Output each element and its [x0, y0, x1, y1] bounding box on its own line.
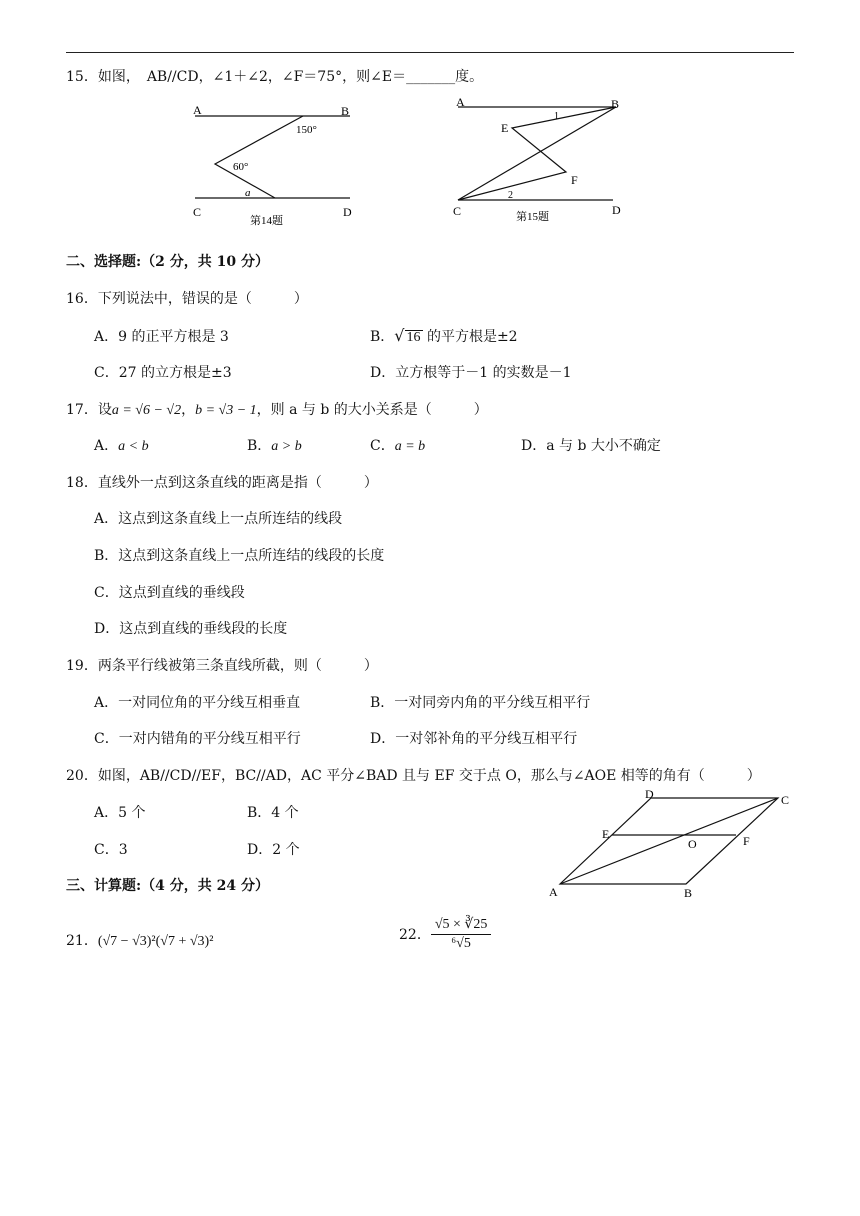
q18-option-c: C．这点到直线的垂线段	[94, 585, 245, 601]
fig15-angle-2: 2	[508, 190, 513, 201]
q20-option-b: B．4 个	[247, 805, 299, 821]
q17-b-expression: b = √3 − 1	[195, 403, 257, 418]
q22-number: 22．	[399, 927, 431, 943]
q22-denominator: ⁶√5	[451, 936, 471, 951]
q17-option-c	[370, 435, 425, 455]
q17-stem-suffix: ，则 a 与 b 的大小关系是（ ）	[256, 402, 488, 418]
q17-option-b-label: B．	[247, 438, 272, 454]
q19-option-b: B．一对同旁内角的平分线互相平行	[370, 695, 591, 711]
q17-option-d-expr: a 与 b 大小不确定	[546, 438, 661, 454]
q16-option-b-text: 的平方根是±2	[422, 329, 518, 345]
fig20-label-b: B	[684, 886, 693, 900]
q16-option-b	[370, 326, 518, 346]
q16-option-b-label: B．	[370, 329, 395, 345]
fig15-caption: 第15题	[516, 211, 549, 223]
fig15-label-e: E	[501, 121, 509, 135]
fig20-label-o: O	[688, 837, 697, 851]
q20-option-c: C．3	[94, 842, 128, 858]
q21-expression: (√7 − √3)²(√7 + √3)²	[97, 934, 214, 949]
fig20-label-d: D	[645, 787, 654, 801]
q17-option-a	[94, 435, 149, 455]
fig14-label-c: C	[193, 205, 202, 219]
q17-option-c-label: C．	[370, 438, 395, 454]
q22-fraction	[431, 916, 492, 952]
q17-option-b	[247, 435, 302, 455]
fig15-label-d: D	[612, 203, 621, 217]
q22-numerator: √5 × ∛25	[431, 916, 492, 935]
question-18: 18．直线外一点到这条直线的距离是指（ ）	[66, 475, 378, 491]
fig15-label-a: A	[456, 95, 465, 109]
fig15-label-b: B	[611, 97, 620, 111]
q17-option-c-expr: a = b	[394, 439, 426, 454]
q17-separator: ，	[181, 402, 196, 418]
fig15-label-f: F	[571, 173, 578, 187]
sqrt-sign: √	[394, 326, 405, 345]
q17-option-b-expr: a > b	[271, 439, 302, 454]
q16-option-a: A．9 的正平方根是 3	[94, 329, 229, 345]
q17-option-d-label: D．	[521, 438, 547, 454]
q20-option-d: D．2 个	[247, 842, 300, 858]
fig14-label-a: A	[193, 103, 202, 117]
q17-option-a-label: A．	[94, 438, 119, 454]
fig20-label-c: C	[781, 793, 790, 807]
q16-option-b-radicand: 16	[406, 330, 421, 345]
q17-stem-prefix: 17．设	[66, 402, 112, 418]
fig14-angle-60: 60°	[233, 161, 249, 173]
fig14-caption: 第14题	[250, 215, 283, 227]
q18-option-a: A．这点到这条直线上一点所连结的线段	[94, 511, 343, 527]
q17-option-a-expr: a < b	[118, 439, 149, 454]
figure-14	[185, 98, 365, 230]
fig15-label-c: C	[453, 204, 462, 218]
fig20-label-f: F	[743, 834, 750, 848]
header-rule	[66, 52, 794, 53]
fig14-label-d: D	[343, 205, 352, 219]
q19-option-a: A．一对同位角的平分线互相垂直	[94, 695, 301, 711]
q16-option-d: D．立方根等于－1 的实数是－1	[370, 365, 572, 381]
question-19: 19．两条平行线被第三条直线所截，则（ ）	[66, 658, 378, 674]
q17-a-expression: a = √6 − √2	[111, 403, 182, 418]
fig20-label-e: E	[602, 827, 610, 841]
section-2-heading: 二、选择题:（2 分，共 10 分）	[66, 254, 270, 270]
q21-number: 21．	[66, 933, 98, 949]
question-17	[66, 399, 488, 419]
fig14-label-b: B	[341, 104, 350, 118]
q18-option-b: B．这点到这条直线上一点所连结的线段的长度	[94, 548, 385, 564]
q19-option-d: D．一对邻补角的平分线互相平行	[370, 731, 578, 747]
q20-option-a: A．5 个	[94, 805, 146, 821]
q16-option-c: C．27 的立方根是±3	[94, 365, 232, 381]
question-15: 15．如图， AB//CD，∠1＋∠2，∠F＝75°，则∠E＝_______度。	[66, 69, 484, 85]
fig20-label-a: A	[549, 885, 558, 899]
section-3-heading: 三、计算题:（4 分，共 24 分）	[66, 878, 270, 894]
figure-20	[540, 784, 800, 902]
question-21	[66, 930, 213, 950]
fig15-angle-1: 1	[554, 111, 559, 122]
question-20: 20．如图，AB//CD//EF，BC//AD，AC 平分∠BAD 且与 EF 交于点 O，那么与∠AOE 相等的角有（ ）	[66, 768, 761, 784]
q18-option-d: D．这点到直线的垂线段的长度	[94, 621, 288, 637]
q17-option-d	[521, 435, 661, 455]
question-22	[399, 916, 491, 952]
fig14-angle-150: 150°	[296, 124, 317, 136]
q19-option-c: C．一对内错角的平分线互相平行	[94, 731, 301, 747]
fig14-angle-alpha: a	[245, 187, 251, 199]
figure-15	[448, 92, 638, 228]
question-16: 16．下列说法中，错误的是（ ）	[66, 291, 308, 307]
